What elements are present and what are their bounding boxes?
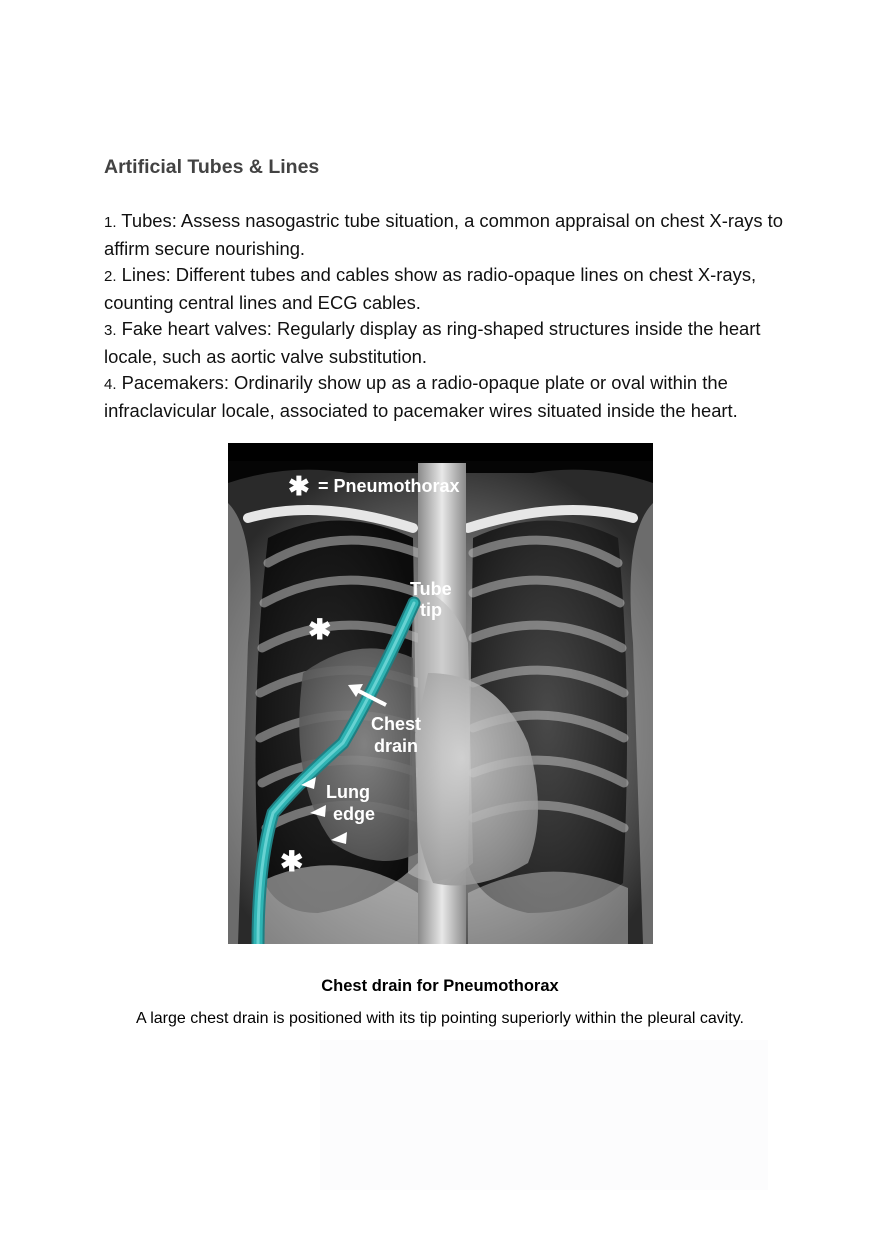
item-number: 3. [104, 322, 117, 339]
figure-caption-title: Chest drain for Pneumothorax [321, 977, 559, 995]
lung-edge-label-line2: edge [333, 804, 376, 824]
section-heading: Artificial Tubes & Lines [104, 156, 320, 178]
findings-list [104, 208, 794, 424]
list-item [104, 370, 794, 424]
chest-xray-image [228, 443, 653, 944]
chest-drain-label-line1: Chest [371, 714, 422, 734]
tube-tip-label-line1: Tube [410, 579, 452, 599]
asterisk-icon: ✱ [288, 471, 310, 501]
pneumothorax-marker-upper: ✱ [308, 614, 332, 645]
item-text: Tubes: Assess nasogastric tube situation, a common appraisal on chest X-rays to affirm secure nourishing. [104, 210, 784, 259]
legend-label: = Pneumothorax [318, 476, 460, 496]
list-item [104, 262, 794, 316]
lung-edge-label-line1: Lung [326, 782, 370, 802]
list-item [104, 316, 794, 370]
item-text: Pacemakers: Ordinarily show up as a radio-opaque plate or oval within the infraclavicular locale, associated to pacemaker wires situated inside the heart. [104, 372, 738, 421]
faint-background-block [320, 1040, 768, 1190]
xray-illustration [228, 443, 653, 944]
list-item [104, 208, 794, 262]
item-number: 4. [104, 376, 117, 393]
figure-caption-text: A large chest drain is positioned with its tip pointing superiorly within the pleural cavity. [135, 1010, 744, 1027]
tube-tip-label-line2: tip [420, 600, 442, 620]
item-number: 2. [104, 268, 117, 285]
pneumothorax-marker-lower: ✱ [280, 846, 304, 877]
item-number: 1. [104, 214, 117, 231]
item-text: Lines: Different tubes and cables show as radio-opaque lines on chest X-rays, counting central lines and ECG cables. [104, 264, 757, 313]
chest-drain-label-line2: drain [374, 736, 419, 756]
item-text: Fake heart valves: Regularly display as ring-shaped structures inside the heart locale, such as aortic valve substitution. [104, 318, 761, 367]
